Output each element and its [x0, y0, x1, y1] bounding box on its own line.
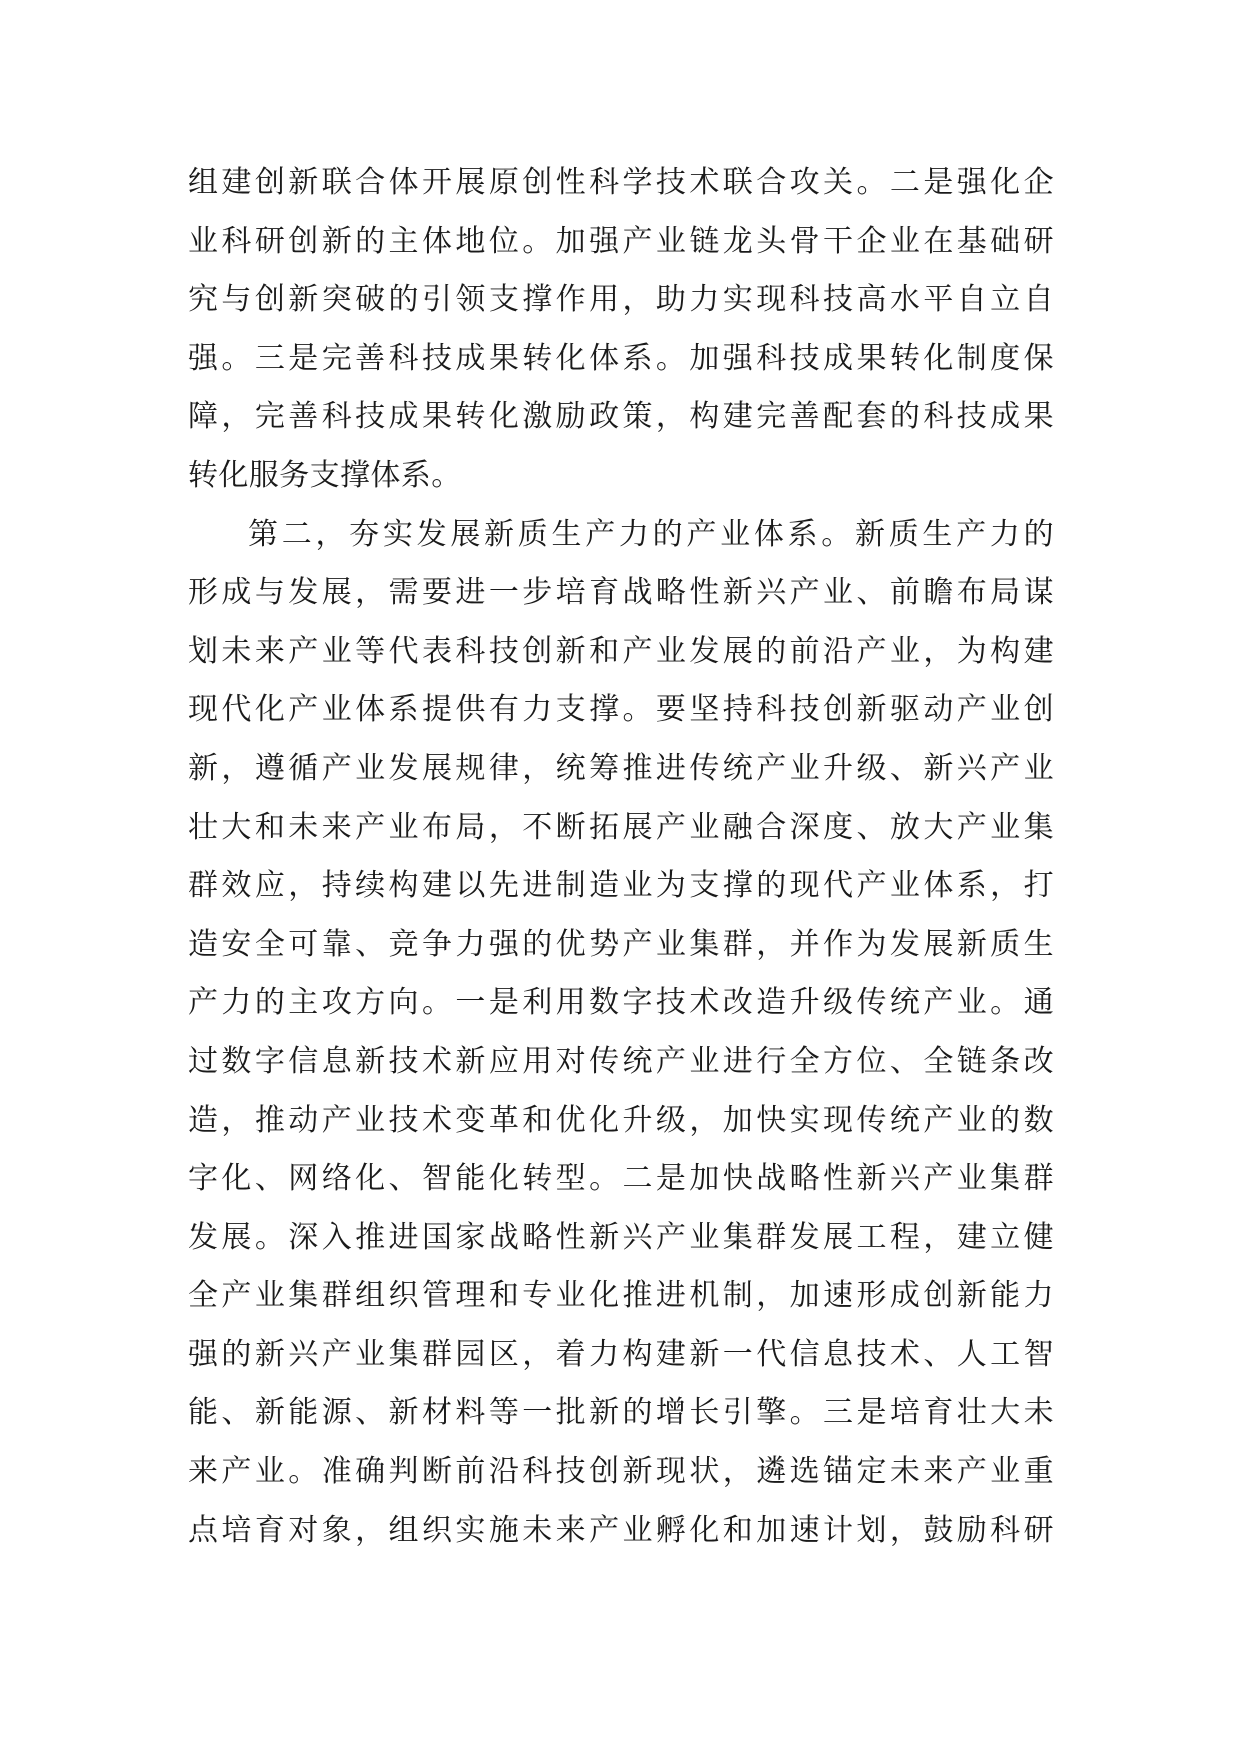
text-line: 强。三是完善科技成果转化体系。加强科技成果转化制度保 — [188, 340, 1054, 376]
text-line: 业科研创新的主体地位。加强产业链龙头骨干企业在基础研 — [188, 223, 1054, 259]
text-line: 全产业集群组织管理和专业化推进机制，加速形成创新能力 — [188, 1278, 1054, 1314]
text-line: 究与创新突破的引领支撑作用，助力实现科技高水平自立自 — [188, 282, 1054, 318]
text-line: 发展。深入推进国家战略性新兴产业集群发展工程，建立健 — [188, 1219, 1054, 1255]
text-line: 强的新兴产业集群园区，着力构建新一代信息技术、人工智 — [188, 1336, 1054, 1372]
body-text — [188, 154, 1054, 1560]
text-line: 造，推动产业技术变革和优化升级，加快实现传统产业的数 — [188, 1102, 1054, 1138]
text-line: 造安全可靠、竞争力强的优势产业集群，并作为发展新质生 — [188, 926, 1054, 962]
text-line: 能、新能源、新材料等一批新的增长引擎。三是培育壮大未 — [188, 1395, 1054, 1431]
text-line: 转化服务支撑体系。 — [188, 457, 462, 493]
text-line: 产力的主攻方向。一是利用数字技术改造升级传统产业。通 — [188, 985, 1054, 1021]
text-line: 划未来产业等代表科技创新和产业发展的前沿产业，为构建 — [188, 633, 1054, 669]
text-line: 新，遵循产业发展规律，统筹推进传统产业升级、新兴产业 — [188, 750, 1054, 786]
text-line: 组建创新联合体开展原创性科学技术联合攻关。二是强化企 — [188, 165, 1054, 200]
text-line: 来产业。准确判断前沿科技创新现状，遴选锚定未来产业重 — [188, 1454, 1054, 1490]
text-line: 过数字信息新技术新应用对传统产业进行全方位、全链条改 — [188, 1043, 1054, 1079]
text-line: 现代化产业体系提供有力支撑。要坚持科技创新驱动产业创 — [188, 692, 1054, 728]
text-line: 群效应，持续构建以先进制造业为支撑的现代产业体系，打 — [188, 868, 1054, 904]
text-line: 壮大和未来产业布局，不断拓展产业融合深度、放大产业集 — [188, 809, 1054, 845]
text-line: 形成与发展，需要进一步培育战略性新兴产业、前瞻布局谋 — [188, 575, 1054, 611]
text-line: 障，完善科技成果转化激励政策，构建完善配套的科技成果 — [188, 399, 1054, 435]
paragraph-first-line: 第二，夯实发展新质生产力的产业体系。新质生产力的 — [248, 516, 1054, 552]
text-line: 字化、网络化、智能化转型。二是加快战略性新兴产业集群 — [188, 1161, 1054, 1197]
text-line: 点培育对象，组织实施未来产业孵化和加速计划，鼓励科研 — [188, 1512, 1054, 1548]
